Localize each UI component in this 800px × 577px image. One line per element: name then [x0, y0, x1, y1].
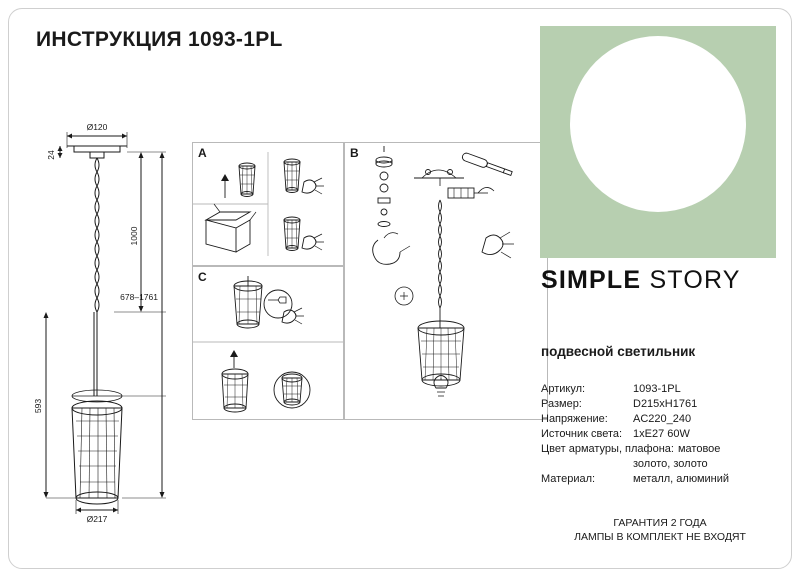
- dim-top-diameter: Ø120: [86, 122, 108, 132]
- footer-divider: [540, 506, 780, 507]
- lamp-not-included-text: ЛАМПЫ В КОМПЛЕКТ НЕ ВХОДЯТ: [574, 531, 746, 543]
- brand-name-light: STORY: [649, 266, 741, 294]
- spec-key-article: Артикул:: [541, 383, 586, 395]
- spec-value-color-line2: золото, золото: [633, 458, 708, 470]
- spec-value-material: металл, алюминий: [633, 473, 730, 485]
- product-photo-shade: [570, 36, 746, 212]
- spec-row: [541, 397, 781, 412]
- dim-chain-length: 1000: [129, 226, 139, 246]
- panel-a-illustration: [192, 142, 344, 266]
- dim-bottom-diameter: Ø217: [86, 514, 108, 524]
- spec-key-lightsource: Источник света:: [541, 428, 623, 440]
- instruction-panels: [192, 142, 548, 420]
- spec-value-article: 1093-1PL: [633, 383, 681, 395]
- spec-key-material: Материал:: [541, 473, 596, 485]
- panel-b-illustration: [344, 142, 548, 420]
- spec-row: [541, 442, 781, 457]
- footer-notes: [540, 516, 780, 544]
- panel-b-label: B: [350, 146, 359, 160]
- product-type: подвесной светильник: [541, 344, 696, 359]
- panel-a-label: A: [198, 146, 207, 160]
- spec-row: [541, 472, 781, 487]
- panel-c-label: C: [198, 270, 207, 284]
- technical-drawing: [24, 118, 184, 524]
- panel-c-illustration: [192, 266, 344, 420]
- spec-row: [541, 427, 781, 442]
- dim-total-range: 678–1761: [120, 292, 158, 302]
- warranty-text: ГАРАНТИЯ 2 ГОДА: [613, 517, 707, 529]
- spec-row: [541, 412, 781, 427]
- page-title: ИНСТРУКЦИЯ 1093-1PL: [36, 28, 283, 51]
- spec-key-color: Цвет арматуры, плафона:: [541, 443, 674, 455]
- dim-top-height: 24: [46, 150, 56, 160]
- spec-key-size: Размер:: [541, 398, 582, 410]
- spec-key-voltage: Напряжение:: [541, 413, 608, 425]
- spec-value-lightsource: 1xE27 60W: [633, 428, 690, 440]
- spec-row: [541, 382, 781, 397]
- spec-value-size: D215xH1761: [633, 398, 698, 410]
- spec-row: [541, 457, 781, 472]
- product-specs: [541, 382, 781, 487]
- brand-logo: [541, 266, 741, 295]
- spec-value-color-line1: матовое: [677, 443, 721, 455]
- dim-shade-height: 593: [33, 398, 43, 414]
- spec-value-voltage: AC220_240: [633, 413, 692, 425]
- brand-name-bold: SIMPLE: [541, 266, 642, 294]
